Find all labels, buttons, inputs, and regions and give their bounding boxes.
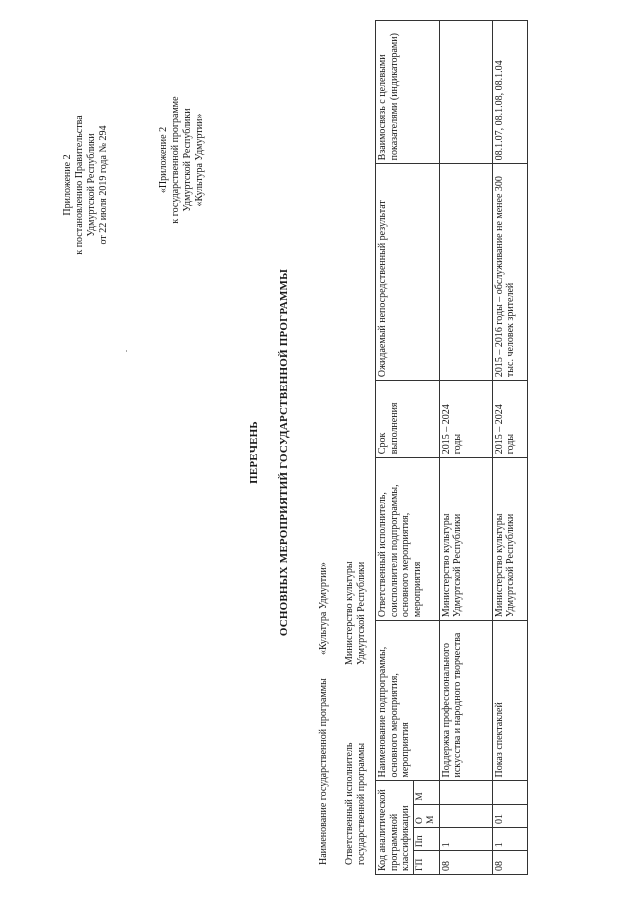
appendix-line: к государственной программе: [170, 96, 181, 224]
header-link: Взаимосвязь с целевыми показателями (индикаторами): [376, 21, 440, 164]
table-row: [492, 21, 527, 875]
cell-pp: 1: [492, 828, 527, 851]
executor-label: [344, 743, 368, 865]
header-om: О М: [413, 804, 439, 827]
appendix-program: [158, 75, 206, 245]
header-name: Наименование подпрограммы, основного мероприятия, мероприятия: [376, 621, 440, 781]
measures-table: [375, 20, 528, 875]
executor-value: [344, 561, 368, 665]
appendix-line: Приложение 2: [62, 154, 73, 216]
appendix-line: от 22 июля 2019 года № 294: [98, 125, 109, 245]
cell-pp: 1: [439, 828, 492, 851]
appendix-line: к постановлению Правительства: [74, 115, 85, 255]
header-term: Срок выполнения: [376, 381, 440, 458]
executor-value-line: Министерство культуры: [344, 561, 355, 665]
header-code: Код аналитической программной классификации: [376, 781, 414, 875]
cell-responsible: Министерство культуры Удмуртской Республики: [439, 458, 492, 621]
executor-label-line: Ответственный исполнитель: [344, 742, 355, 865]
appendix-line: Удмуртской Республики: [86, 133, 97, 237]
cell-om: 01: [492, 804, 527, 827]
table-row: [439, 21, 492, 875]
executor-label-line: государственной программы: [356, 742, 367, 865]
cell-m: [439, 781, 492, 804]
cell-gp: 08: [439, 851, 492, 875]
document-title: ПЕРЕЧЕНЬ: [248, 421, 260, 484]
appendix-line: «Культура Удмуртии»: [194, 113, 205, 207]
header-pp: Пп: [413, 828, 439, 851]
cell-expected: [439, 164, 492, 381]
appendix-line: Удмуртской Республики: [182, 108, 193, 212]
header-expected: Ожидаемый непосредственный результат: [376, 164, 440, 381]
appendix-line: «Приложение 2: [158, 126, 169, 194]
stray-mark: .: [120, 350, 129, 352]
program-name-label: Наименование государственной программы: [318, 678, 329, 865]
document-subtitle: ОСНОВНЫХ МЕРОПРИЯТИЙ ГОСУДАРСТВЕННОЙ ПРОГРАММЫ: [278, 268, 290, 637]
cell-link: 08.1.07, 08.1.08, 08.1.04: [492, 21, 527, 164]
header-responsible: Ответственный исполнитель, соисполнители подпрограммы, основного мероприятия, мероприятия: [376, 458, 440, 621]
cell-name: Поддержка профессионального искусства и народного творчества: [439, 621, 492, 781]
cell-gp: 08: [492, 851, 527, 875]
header-gp: ГП: [413, 851, 439, 875]
cell-term: 2015 – 2024 годы: [492, 381, 527, 458]
cell-link: [439, 21, 492, 164]
appendix-resolution: [62, 85, 110, 285]
executor-value-line: Удмуртской Республики: [356, 561, 367, 665]
cell-responsible: Министерство культуры Удмуртской Республики: [492, 458, 527, 621]
cell-om: [439, 804, 492, 827]
program-name-value: «Культура Удмуртии»: [318, 562, 329, 655]
cell-term: 2015 – 2024 годы: [439, 381, 492, 458]
header-m: М: [413, 781, 439, 804]
cell-expected: 2015 – 2016 годы – обслуживание не менее 300 тыс. человек зрителей: [492, 164, 527, 381]
cell-m: [492, 781, 527, 804]
cell-name: Показ спектаклей: [492, 621, 527, 781]
table-header-row: [376, 21, 414, 875]
